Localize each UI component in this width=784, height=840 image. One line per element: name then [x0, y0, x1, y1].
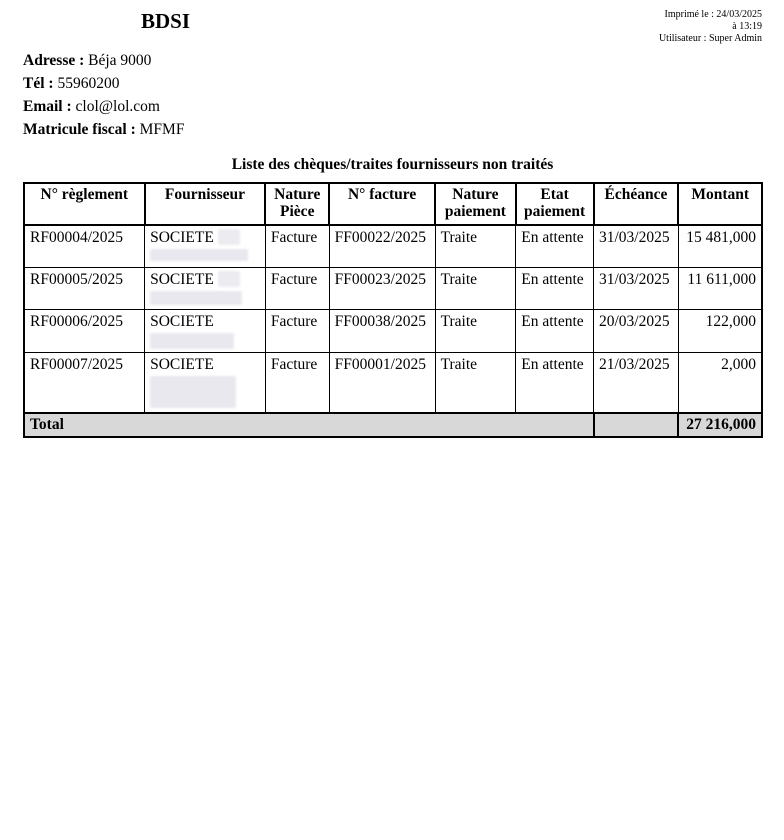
redacted-blur — [150, 376, 236, 408]
supplier-name: SOCIETE — [150, 313, 214, 330]
tax-label: Matricule fiscal : — [23, 121, 136, 138]
total-empty-cell — [594, 413, 679, 437]
cell-etat: En attente — [516, 310, 594, 353]
cell-nature-paiement: Traite — [435, 268, 516, 310]
printed-time: à 13:19 — [732, 21, 762, 32]
cell-echeance: 31/03/2025 — [594, 225, 679, 268]
cell-echeance: 20/03/2025 — [594, 310, 679, 353]
redacted-blur — [150, 291, 242, 305]
table-row — [24, 268, 762, 310]
col-header: N° règlement — [24, 183, 145, 225]
supplier-name: SOCIETE — [150, 356, 214, 373]
col-header: Fournisseur — [145, 183, 266, 225]
payments-table — [23, 182, 763, 438]
col-header: N° facture — [329, 183, 435, 225]
total-amount: 27 216,000 — [678, 413, 762, 437]
col-header: Échéance — [594, 183, 679, 225]
total-row — [24, 413, 762, 437]
cell-facture: FF00023/2025 — [329, 268, 435, 310]
cell-facture: FF00022/2025 — [329, 225, 435, 268]
col-header: Nature Pièce — [265, 183, 329, 225]
col-header: Nature paiement — [435, 183, 516, 225]
address-value: Béja 9000 — [88, 52, 152, 69]
phone-label: Tél : — [23, 75, 54, 92]
cell-montant: 11 611,000 — [678, 268, 762, 310]
printed-date: Imprimé le : 24/03/2025 — [664, 9, 762, 20]
address-label: Adresse : — [23, 52, 85, 69]
cell-fournisseur — [145, 268, 266, 310]
cell-reglement: RF00004/2025 — [24, 225, 145, 268]
cell-etat: En attente — [516, 353, 594, 414]
company-name: BDSI — [141, 9, 191, 33]
cell-facture: FF00038/2025 — [329, 310, 435, 353]
tax-value: MFMF — [139, 121, 185, 138]
printed-user: Utilisateur : Super Admin — [658, 33, 762, 44]
cell-montant: 15 481,000 — [678, 225, 762, 268]
redacted-blur — [150, 333, 234, 349]
cell-echeance: 21/03/2025 — [594, 353, 679, 414]
cell-nature-paiement: Traite — [435, 225, 516, 268]
cell-fournisseur — [145, 225, 266, 268]
table-row — [24, 353, 762, 414]
company-info — [23, 49, 184, 141]
cell-nature-paiement: Traite — [435, 353, 516, 414]
table-header-row — [24, 183, 762, 225]
cell-nature-paiement: Traite — [435, 310, 516, 353]
total-label: Total — [24, 413, 594, 437]
col-header: Etat paiement — [516, 183, 594, 225]
cell-nature-piece: Facture — [265, 353, 329, 414]
report-title: Liste des chèques/traites fournisseurs non traités — [231, 156, 554, 173]
cell-etat: En attente — [516, 225, 594, 268]
cell-reglement: RF00006/2025 — [24, 310, 145, 353]
redacted-blur — [150, 249, 248, 261]
email-label: Email : — [23, 98, 72, 115]
cell-echeance: 31/03/2025 — [594, 268, 679, 310]
table-row — [24, 310, 762, 353]
cell-fournisseur — [145, 310, 266, 353]
col-header: Montant — [678, 183, 762, 225]
redacted-blur — [218, 271, 240, 287]
email-line — [23, 95, 184, 118]
phone-value: 55960200 — [57, 75, 120, 92]
redacted-blur — [218, 229, 240, 245]
tax-line — [23, 118, 184, 141]
supplier-name: SOCIETE — [150, 271, 214, 288]
cell-nature-piece: Facture — [265, 268, 329, 310]
email-value: clol@lol.com — [75, 98, 160, 115]
table-row — [24, 225, 762, 268]
cell-reglement: RF00005/2025 — [24, 268, 145, 310]
cell-montant: 122,000 — [678, 310, 762, 353]
cell-nature-piece: Facture — [265, 310, 329, 353]
address-line — [23, 49, 184, 72]
cell-nature-piece: Facture — [265, 225, 329, 268]
supplier-name: SOCIETE — [150, 229, 214, 246]
cell-facture: FF00001/2025 — [329, 353, 435, 414]
print-info — [659, 9, 762, 45]
cell-reglement: RF00007/2025 — [24, 353, 145, 414]
phone-line — [23, 72, 184, 95]
cell-fournisseur — [145, 353, 266, 414]
cell-etat: En attente — [516, 268, 594, 310]
cell-montant: 2,000 — [678, 353, 762, 414]
